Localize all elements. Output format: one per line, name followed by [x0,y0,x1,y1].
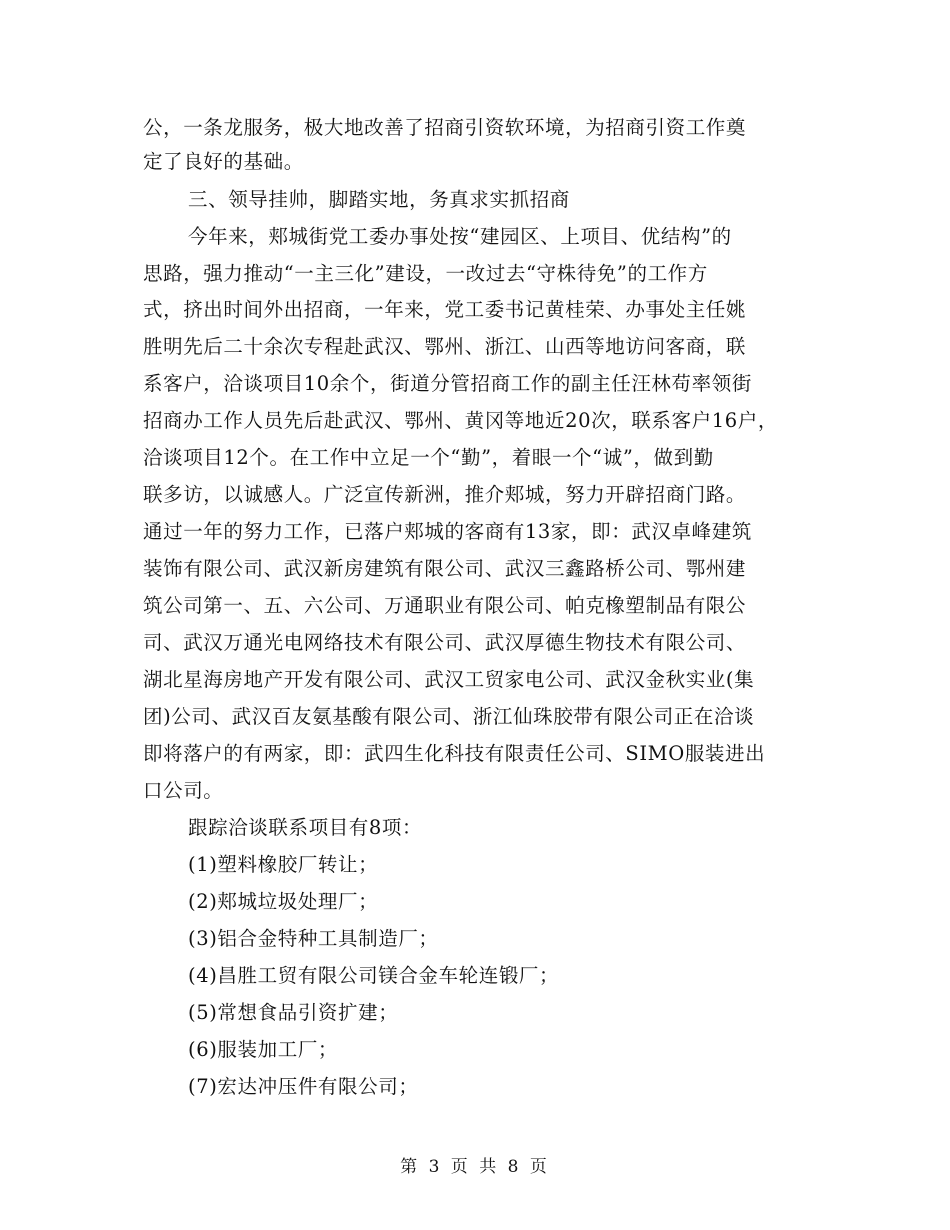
text-line: 招商办工作人员先后赴武汉、鄂州、黄冈等地近20次，联系客户16户， [143,409,778,432]
text-line: 胜明先后二十余次专程赴武汉、鄂州、浙江、山西等地访问客商，联 [143,335,747,358]
section-heading: 三、领导挂帅，脚踏实地，务真求实抓招商 [188,188,570,211]
text-line: 即将落户的有两家，即：武四生化科技有限责任公司、SIMO服装进出 [143,742,766,765]
text-line: 洽谈项目12个。在工作中立足一个“勤”，着眼一个“诚”，做到勤 [143,446,714,469]
text-line: 思路，强力推动“一主三化”建设，一改过去“守株待免”的工作方 [143,262,708,285]
list-item: (1)塑料橡胶厂转让； [188,853,379,876]
text-line: 联多访，以诚感人。广泛宣传新洲，推介郏城，努力开辟招商门路。 [143,483,747,506]
list-item: (5)常想食品引资扩建； [188,1001,399,1024]
text-line: 司、武汉万通光电网络技术有限公司、武汉厚德生物技术有限公司、 [143,631,747,654]
text-line: 口公司。 [143,779,224,802]
text-line: 今年来，郏城街党工委办事处按“建园区、上项目、优结构”的 [188,225,732,248]
page-number-footer: 第 3 页 共 8 页 [400,1157,550,1177]
text-line: 式，挤出时间外出招商，一年来，党工委书记黄桂荣、办事处主任姚 [143,298,747,321]
text-line: 定了良好的基础。 [143,150,304,173]
text-line: 通过一年的努力工作，已落户郏城的客商有13家，即：武汉卓峰建筑 [143,520,752,543]
list-item: (3)铝合金特种工具制造厂； [188,927,439,950]
text-line: 团)公司、武汉百友氨基酸有限公司、浙江仙珠胶带有限公司正在洽谈 [143,705,755,728]
text-line: 湖北星海房地产开发有限公司、武汉工贸家电公司、武汉金秋实业(集 [143,668,755,691]
text-line: 装饰有限公司、武汉新房建筑有限公司、武汉三鑫路桥公司、鄂州建 [143,557,747,580]
list-item: (6)服装加工厂； [188,1038,339,1061]
list-item: (7)宏达冲压件有限公司； [188,1075,419,1098]
text-line: 系客户，洽谈项目10余个，街道分管招商工作的副主任汪林苟率领街 [143,372,752,395]
list-item: (2)郏城垃圾处理厂； [188,890,379,913]
list-item: (4)昌胜工贸有限公司镁合金车轮连锻厂； [188,964,560,987]
text-line: 跟踪洽谈联系项目有8项： [188,816,423,839]
text-line: 筑公司第一、五、六公司、万通职业有限公司、帕克橡塑制品有限公 [143,594,747,617]
text-line: 公，一条龙服务，极大地改善了招商引资软环境，为招商引资工作奠 [143,116,747,139]
